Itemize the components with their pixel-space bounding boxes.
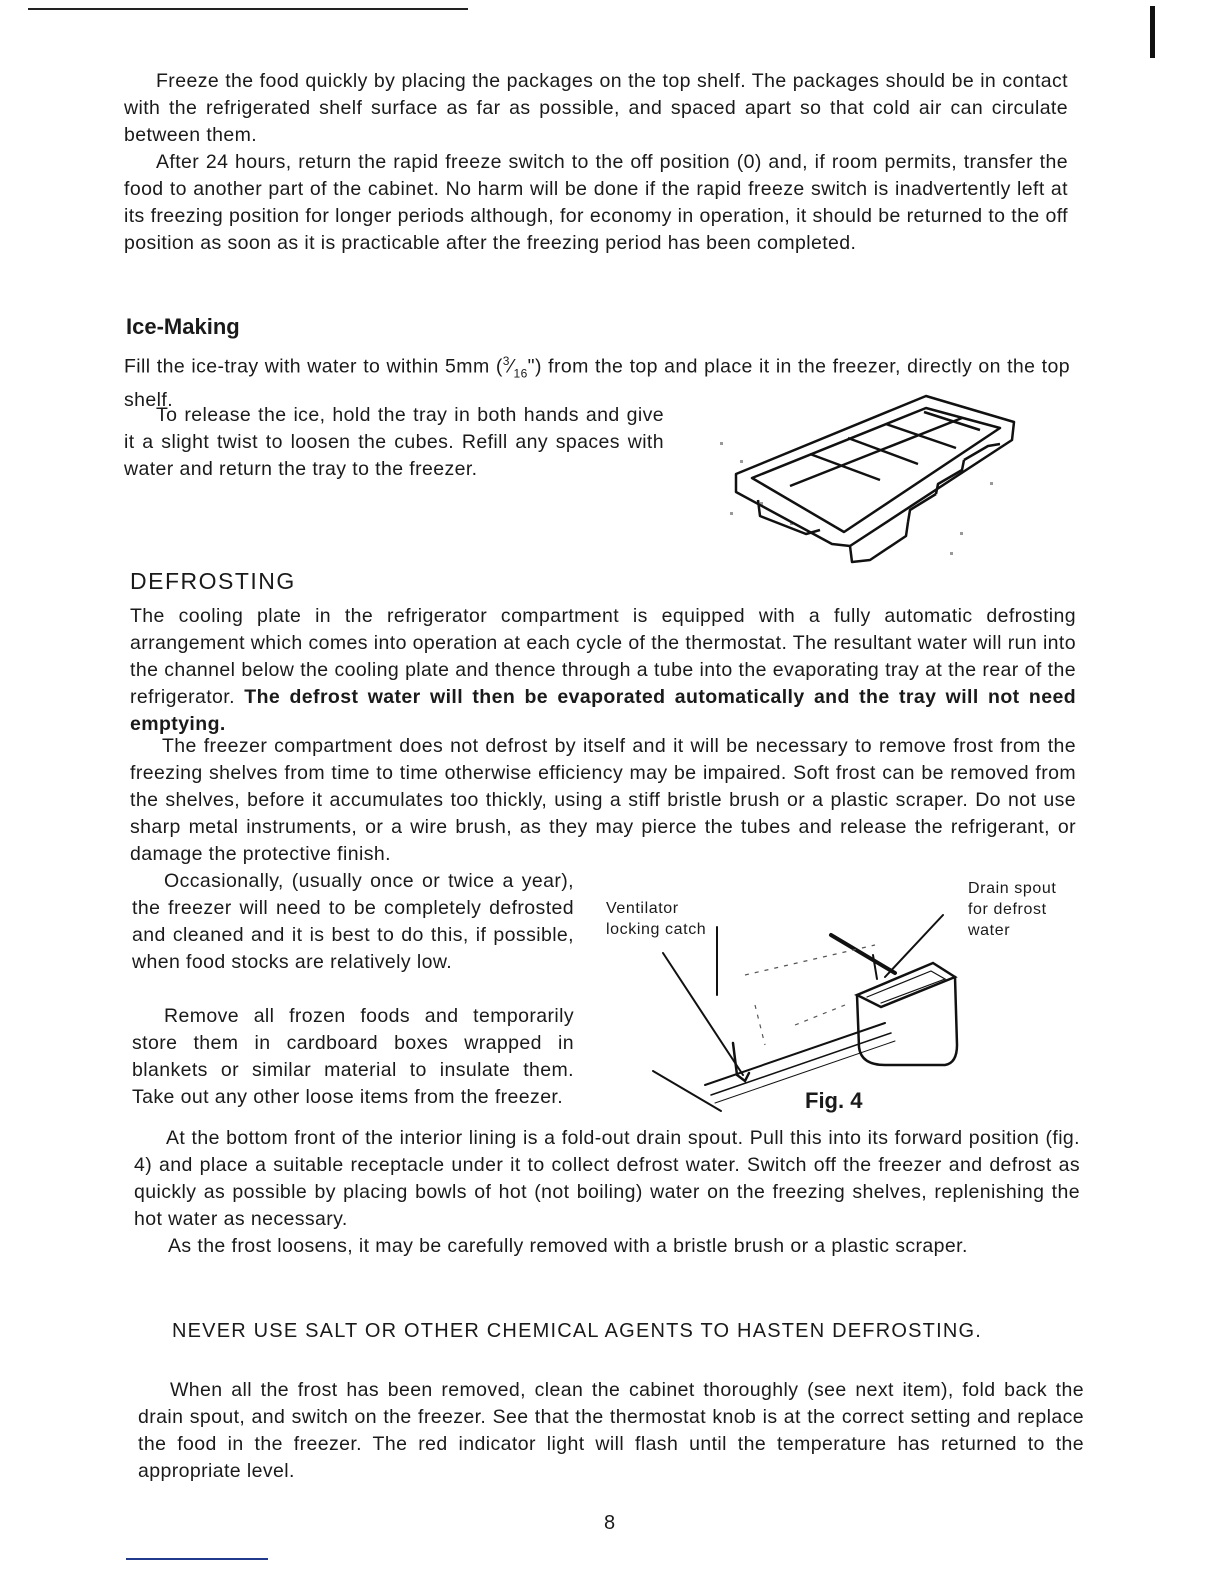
warning-line: NEVER USE SALT OR OTHER CHEMICAL AGENTS TO HASTEN DEFROSTING. [172,1320,982,1342]
ice-tray-illustration [700,382,1020,572]
receptacle-rim [857,963,955,1007]
defrosting-paragraph-1: The cooling plate in the refrigerator compartment is equipped with a fully automatic defrosting arrangement which comes into operation at each cycle of the thermostat. The resultant water will run into the channel below the cooling plate and thence through a tube into the evaporating tray at the rear of the refrigerator. The defrost water will then be evaporated automatically and the tray will not need emptying. [130,605,1077,735]
figure-label-drain-spout: Drain spout for defrost water [968,880,1057,939]
figure-4-caption: Fig. 4 [805,1088,863,1113]
ice-making-paragraph-2: To release the ice, hold the tray in both hands and give it a slight twist to loosen the cubes. Refill any spaces with water and return the tray to the freezer. [124,404,664,480]
freezer-shelf-edge-2 [711,1033,891,1095]
freezing-paragraph-2: After 24 hours, return the rapid freeze switch to the off position (0) and, if room permits, transfer the food to another part of the cabinet. No harm will be done if the rapid freeze switch is inadvertently left at its freezing position for longer periods although, for economy in operation, it should be returned to the off position as soon as it is practicable after the freezing period has been completed. [124,151,1068,254]
bottom-rule [126,1558,268,1560]
freezing-paragraph-1: Freeze the food quickly by placing the packages on the top shelf. The packages should be in contact with the refrigerated shelf surface as far as possible, and spaced apart so that cold air can circulate between them. [124,70,1068,146]
drain-spout-leader-line [885,915,943,977]
ice-tray-divider-1 [810,454,880,480]
locking-catch-bar [831,935,895,973]
receptacle-body [857,977,957,1065]
defrosting-heading: DEFROSTING [130,568,296,594]
defrosting-paragraph-5: At the bottom front of the interior lining is a fold-out drain spout. Pull this into its forward position (fig. 4) and place a suitable receptacle under it to collect defrost water. Switch off the freezer and defrost as quickly as possible by placing bowls of hot (not boiling) water on the freezing shelves, replenishing the hot water as necessary. [134,1127,1080,1230]
page-number: 8 [604,1512,616,1534]
figure-label-ventilator: Ventilator locking catch [606,900,707,938]
defrosting-bold-sentence: The defrost water will then be evaporated automatically and the tray will not need emptying. [130,686,1077,735]
ice-making-paragraph-1: Fill the ice-tray with water to within 5mm $(^3⁄_{16}")$ from the top and place it in the freezer, directly on the top shelf. [124,354,1070,412]
top-rule [28,8,468,10]
spout-tube [873,955,877,979]
ice-making-heading: Ice-Making [126,314,240,339]
defrosting-paragraph-2: The freezer compartment does not defrost by itself and it will be necessary to remove frost from the freezing shelves from time to time otherwise efficiency may be impaired. Soft frost can be removed from the shelves, before it accumulates too thickly, using a stiff bristle brush or a plastic scraper. Do not use sharp metal instruments, or a wire brush, as they may pierce the tubes and release the refrigerant, or damage the protective finish. [130,735,1076,865]
figure-4-illustration [645,915,975,1105]
defrosting-paragraph-7: When all the frost has been removed, clean the cabinet thoroughly (see next item), fold back the drain spout, and switch on the freezer. See that the thermostat knob is at the correct setting and replace the food in the freezer. The red indicator light will flash until the temperature has returned to the appropriate level. [138,1379,1084,1482]
defrosting-paragraph-4: Remove all frozen foods and temporarily store them in cardboard boxes wrapped in blankets or similar material to insulate them. Take out any other loose items from the freezer. [132,1005,574,1108]
lower-leader-line [653,1071,721,1111]
ice-tray-cube-1 [758,500,820,534]
ice-tray-cube-4 [936,460,964,494]
defrosting-paragraph-3: Occasionally, (usually once or twice a year), the freezer will need to be completely defrosted and cleaned and it is best to do this, if possible, when food stocks are relatively low. [132,870,574,973]
defrosting-paragraph-6: As the frost loosens, it may be carefully removed with a bristle brush or a plastic scraper. [168,1235,968,1257]
ventilator-leader-line-1 [663,953,743,1075]
scan-edge-mark [1150,6,1155,58]
